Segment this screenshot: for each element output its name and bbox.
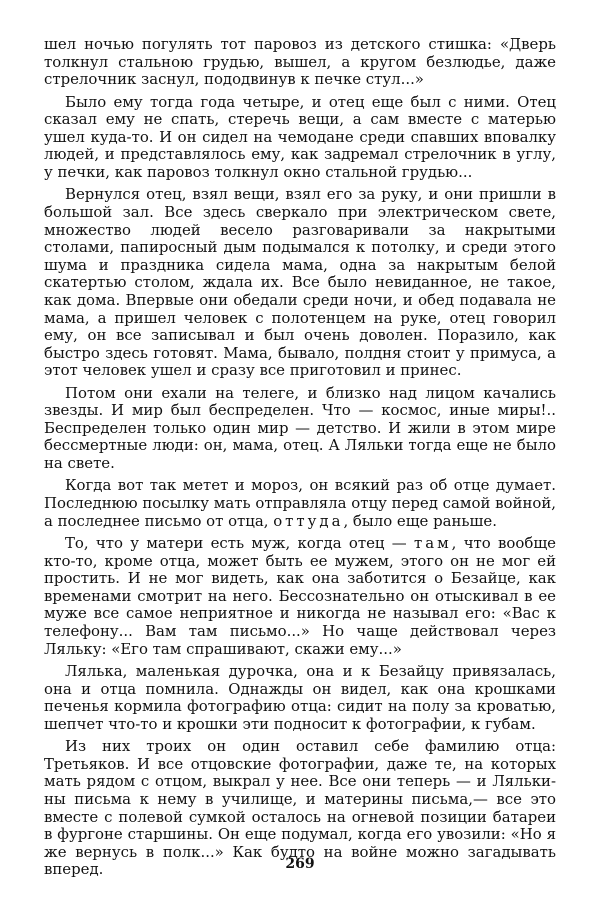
paragraph-text: , что вообще кто-то, кроме отца, может быть ее мужем, этого он не мог ей простить. И не мог видеть, как она заботится о Безайце, как временами смотрит на него. Бессознательно он отыскивал в ее муже все самое неприятное и никогда не называл его: «Вас к телефону... Вам там письмо...» Но чаще действовал через Ляльку: «Его там спрашивают, скажи ему...»: [44, 534, 556, 658]
paragraph-4: [44, 385, 556, 473]
emphasized-word-tam: там: [413, 534, 452, 553]
paragraph-3: [44, 186, 556, 380]
paragraph-text: Когда вот так метет и мороз, он всякий раз об отце думает. Последнюю посылку мать отправляла отцу перед самой войной, а последнее письмо от отца,: [44, 476, 556, 530]
paragraph-text: Потом они ехали на телеге, и близко над лицом качались звезды. И мир был беспределен. Что — космос, иные миры!.. Беспределен только один мир — детство. И жили в этом мире бессмертные люди: он, мама, отец. А Ляльки тогда еще не было на свете.: [44, 383, 556, 473]
page-number: 269: [285, 856, 315, 872]
paragraph-text: Вернулся отец, взял вещи, взял его за руку, и они пришли в большой зал. Все здесь сверкало при электрическом свете, множество людей весело разговаривали за накрытыми столами, папиросный дым подымался к потолку, и среди этого шума и праздника сидела мама, одна за накрытым белой скатертью столом, ждала их. Все было невиданное, не такое, как дома. Впервые они обедали среди ночи, и обед подавала не мама, а пришел человек с полотенцем на руке, отец говорил ему, он все записывал и был очень доволен. Поразило, как быстро здесь готовят. Мама, бывало, полдня стоит у примуса, а этот человек ушел и сразу все приготовил и принес.: [44, 185, 556, 380]
paragraph-text: шел ночью погулять тот паровоз из детского стишка: «Дверь толкнул стальною грудью, вышел, а кругом безлюдье, даже стрелочник заснул, пододвинув к печке стул...»: [44, 35, 556, 89]
paragraph-6: [44, 535, 556, 658]
paragraph-1: [44, 36, 556, 89]
paragraph-text: Лялька, маленькая дурочка, она и к Безайцу привязалась, она и отца помнила. Однажды он видел, как она крошками печенья кормила фотографию отца: сидит на полу за кроватью, шепчет что-то и крошки эти подносит к фотографии, к губам.: [44, 661, 556, 733]
paragraph-text: Было ему тогда года четыре, и отец еще был с ними. Отец сказал ему не спать, стеречь вещи, а сам вместе с матерью ушел куда-то. И он сидел на чемодане среди спавших вповалку людей, и представлялось ему, как задремал стрелочник в углу, у печки, как паровоз толкнул окно стальной грудью...: [44, 92, 556, 181]
emphasized-word-ottuda: оттуда: [273, 511, 344, 530]
paragraph-text: , было еще раньше.: [343, 511, 497, 530]
paragraph-text: То, что у матери есть муж, когда отец —: [65, 534, 414, 553]
book-page-text: [44, 36, 556, 884]
paragraph-7: [44, 663, 556, 733]
paragraph-text: Из них троих он один оставил себе фамилию отца: Третьяков. И все отцовские фотографии, даже те, на которых мать рядом с отцом, выкрал у нее. Все они теперь — и Лялькины письма к нему в училище, и материны письма,— все это вместе с полевой сумкой осталось на огневой позиции батареи в фургоне старшины. Он еще подумал, когда его увозили: «Но я же вернусь в полк...» Как будто на войне можно загадывать вперед.: [44, 737, 556, 879]
paragraph-5: [44, 477, 556, 530]
paragraph-2: [44, 94, 556, 182]
